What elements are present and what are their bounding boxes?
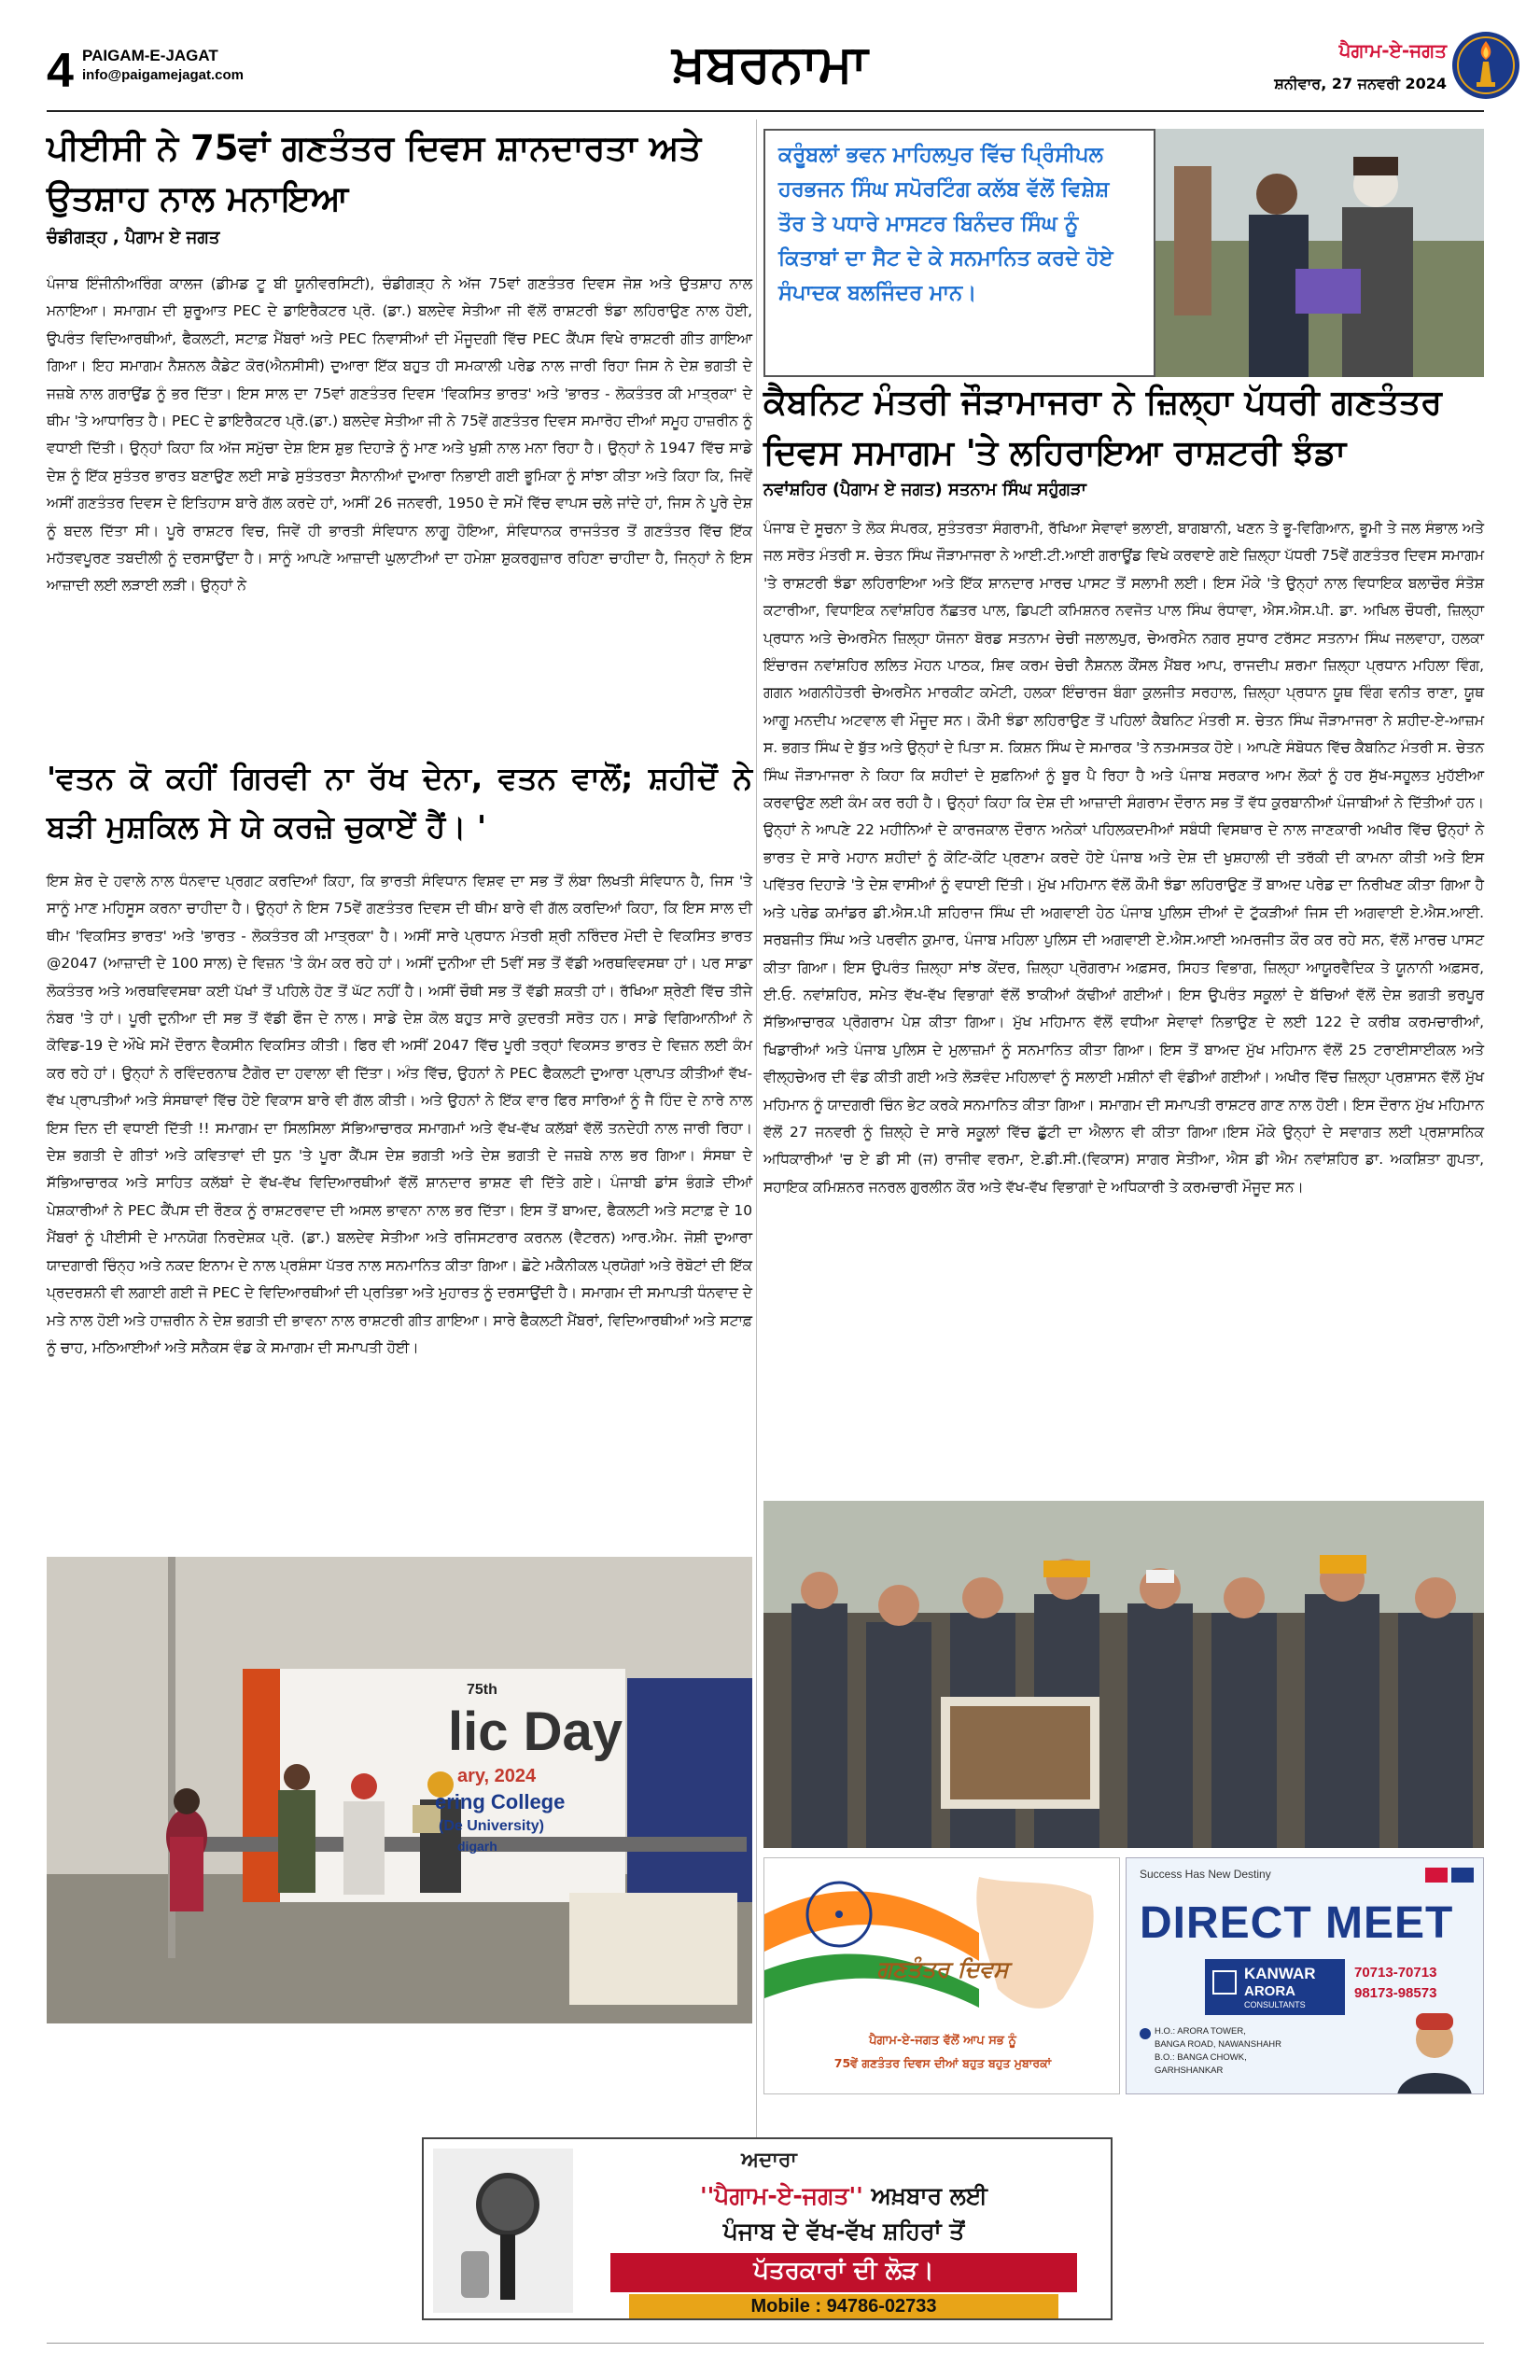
minister-event-photo [763,1501,1484,1848]
torch-logo-icon [1449,28,1523,103]
ad-line-cities: ਪੰਜਾਬ ਦੇ ਵੱਖ-ਵੱਖ ਸ਼ਹਿਰਾਂ ਤੋਂ [722,2218,965,2245]
footer-rule [47,2343,1484,2344]
kanwar-logo-icon [1212,1970,1237,1995]
ad-address-line1: H.O.: ARORA TOWER, [1155,2026,1246,2037]
brand-email[interactable]: info@paigamejagat.com [82,67,244,83]
ad-adara: ਅਦਾਰਾ [741,2149,797,2172]
article-minister-dateline: ਨਵਾਂਸ਼ਹਿਰ (ਪੈਗਾਮ ਏ ਜਗਤ) ਸਤਨਾਮ ਸਿੰਘ ਸਹੁੰਗੜਾ [763,480,1086,499]
ad-line1-rest: ਅਖ਼ਬਾਰ ਲਈ [862,2182,987,2209]
article-pec-headline: ਪੀਈਸੀ ਨੇ 75ਵਾਂ ਗਣਤੰਤਰ ਦਿਵਸ ਸ਼ਾਨਦਾਰਤਾ ਅਤੇ ਉਤਸ਼ਾਹ ਨਾਲ ਮਨਾਇਆ [47,128,702,218]
ad-tagline: Success Has New Destiny [1140,1868,1271,1881]
republic-day-ad [763,1857,1120,2094]
column-divider [756,119,757,2154]
banner-text-college: ering College [435,1790,566,1813]
paper-name: ਪੈਗਾਮ-ਏ-ਜਗਤ [1338,39,1447,62]
ad-company-sub: ARORA [1244,1983,1295,1999]
ad-mobile-number[interactable]: Mobile : 94786-02733 [629,2294,1058,2318]
felicitation-caption-box [763,129,1155,377]
pec-ceremony-photo [47,1557,752,2023]
article-minister-body: ਪੰਜਾਬ ਦੇ ਸੂਚਨਾ ਤੇ ਲੋਕ ਸੰਪਰਕ, ਸੁਤੰਤਰਤਾ ਸੰਗਰਾਮੀ, ਰੱਖਿਆ ਸੇਵਾਵਾਂ ਭਲਾਈ, ਬਾਗਬਾਨੀ, ਖਣਨ ਤੇ ਭੂ-ਵਿਗਿਆਨ, ਭੂਮੀ ਤੇ ਜਲ ਸੰਭਾਲ ਅਤੇ ਜਲ ਸਰੋਤ ਮੰਤਰੀ ਸ. ਚੇਤਨ ਸਿੰਘ ਜੌੜਾਮਾਜਰਾ ਨੇ ਆਈ.ਟੀ.ਆਈ ਗਰਾਊਂਡ ਵਿਖੇ ਕਰਵਾਏ ਗਏ ਜ਼ਿਲ੍ਹਾ ਪੱਧਰੀ 75ਵੇਂ ਗਣਤੰਤਰ ਦਿਵਸ ਸਮਾਗਮ 'ਤੇ ਰਾਸ਼ਟਰੀ ਝੰਡਾ ਲਹਿਰਾਇਆ ਅਤੇ ਇੱਕ ਸ਼ਾਨਦਾਰ ਮਾਰਚ ਪਾਸਟ ਤੋਂ ਸਲਾਮੀ ਲਈ। ਇਸ ਮੌਕੇ 'ਤੇ ਉਨ੍ਹਾਂ ਨਾਲ ਵਿਧਾਇਕ ਬਲਾਚੌਰ ਸੰਤੋਸ਼ ਕਟਾਰੀਆ, ਵਿਧਾਇਕ ਨਵਾਂਸ਼ਹਿਰ ਨੱਛਤਰ ਪਾਲ, ਡਿਪਟੀ ਕਮਿਸ਼ਨਰ ਨਵਜੋਤ ਪਾਲ ਸਿੰਘ ਰੰਧਾਵਾ, ਐਸ.ਐਸ.ਪੀ. ਡਾ. ਅਖਿਲ ਚੌਧਰੀ, ਜ਼ਿਲ੍ਹਾ ਪ੍ਰਧਾਨ ਅਤੇ ਚੇਅਰਮੈਨ ਜ਼ਿਲ੍ਹਾ ਯੋਜਨਾ ਬੋਰਡ ਸਤਨਾਮ ਚੇਚੀ ਜਲਾਲਪੁਰ, ਚੇਅਰਮੈਨ ਨਗਰ ਸੁਧਾਰ ਟਰੱਸਟ ਸਤਨਾਮ ਸਿੰਘ ਜਲਵਾਹਾ, ਹਲਕਾ ਇੰਚਾਰਜ ਨਵਾਂਸ਼ਹਿਰ ਲਲਿਤ ਮੋਹਨ ਪਾਠਕ, ਸ਼ਿਵ ਕਰਮ ਚੇਚੀ ਨੈਸ਼ਨਲ ਕੌਂਸਲ ਮੈਂਬਰ ਆਪ, ਰਾਜਦੀਪ ਸ਼ਰਮਾ ਜ਼ਿਲ੍ਹਾ ਪ੍ਰਧਾਨ ਮਹਿਲਾ ਵਿੰਗ, ਗਗਨ ਅਗਨੀਹੋਤਰੀ ਚੇਅਰਮੈਨ ਮਾਰਕੀਟ ਕਮੇਟੀ, ਹਲਕਾ ਇੰਚਾਰਜ ਬੰਗਾ ਕੁਲਜੀਤ ਸਰਹਾਲ, ਜ਼ਿਲ੍ਹਾ ਪ੍ਰਧਾਨ ਯੂਥ ਵਿੰਗ ਵਨੀਤ ਰਾਣਾ, ਯੂਥ ਆਗੂ ਮਨਦੀਪ ਅਟਵਾਲ ਵੀ ਮੌਜੂਦ ਸਨ। ਕੌਮੀ ਝੰਡਾ ਲਹਿਰਾਉਣ ਤੋਂ ਪਹਿਲਾਂ ਕੈਬਨਿਟ ਮੰਤਰੀ ਸ. ਚੇਤਨ ਸਿੰਘ ਜੌੜਾਮਾਜਰਾ ਨੇ ਸ਼ਹੀਦ-ਏ-ਆਜ਼ਮ ਸ. ਭਗਤ ਸਿੰਘ ਦੇ ਬੁੱਤ ਅਤੇ ਉਨ੍ਹਾਂ ਦੇ ਪਿਤਾ ਸ. ਕਿਸ਼ਨ ਸਿੰਘ ਦੇ ਸਮਾਰਕ 'ਤੇ ਨਤਮਸਤਕ ਹੋਏ। ਆਪਣੇ ਸੰਬੋਧਨ ਵਿੱਚ ਕੈਬਨਿਟ ਮੰਤਰੀ ਸ. ਚੇਤਨ ਸਿੰਘ ਜੌੜਾਮਾਜਰਾ ਨੇ ਕਿਹਾ ਕਿ ਸ਼ਹੀਦਾਂ ਦੇ ਸੁਫ਼ਨਿਆਂ ਨੂੰ ਬੂਰ ਪੈ ਰਿਹਾ ਹੈ ਅਤੇ ਪੰਜਾਬ ਸਰਕਾਰ ਆਮ ਲੋਕਾਂ ਨੂੰ ਹਰ ਸੁੱਖ-ਸਹੂਲਤ ਮੁਹੱਈਆ ਕਰਵਾਉਣ ਲਈ ਕੰਮ ਕਰ ਰਹੀ ਹੈ। ਉਨ੍ਹਾਂ ਕਿਹਾ ਕਿ ਦੇਸ਼ ਦੀ ਆਜ਼ਾਦੀ ਸੰਗਰਾਮ ਦੌਰਾਨ ਸਭ ਤੋਂ ਵੱਧ ਕੁਰਬਾਨੀਆਂ ਪੰਜਾਬੀਆਂ ਨੇ ਦਿੱਤੀਆਂ ਹਨ। ਉਨ੍ਹਾਂ ਨੇ ਆਪਣੇ 22 ਮਹੀਨਿਆਂ ਦੇ ਕਾਰਜਕਾਲ ਦੌਰਾਨ ਅਨੇਕਾਂ ਪਹਿਲਕਦਮੀਆਂ ਸਬੰਧੀ ਵਿਸਥਾਰ ਦੇ ਨਾਲ ਜਾਣਕਾਰੀ ਅਖੀਰ ਵਿੱਚ ਉਨ੍ਹਾਂ ਨੇ ਭਾਰਤ ਦੇ ਸਾਰੇ ਮਹਾਨ ਸ਼ਹੀਦਾਂ ਨੂੰ ਕੋਟਿ-ਕੋਟਿ ਪ੍ਰਣਾਮ ਕਰਦੇ ਹੋਏ ਪੰਜਾਬ ਅਤੇ ਦੇਸ਼ ਦੀ ਖੁਸ਼ਹਾਲੀ ਦੀ ਤਰੱਕੀ ਦੀ ਕਾਮਨਾ ਕੀਤੀ ਅਤੇ ਇਸ ਪਵਿੱਤਰ ਦਿਹਾੜੇ 'ਤੇ ਦੇਸ਼ ਵਾਸੀਆਂ ਨੂੰ ਵਧਾਈ ਦਿੱਤੀ। ਮੁੱਖ ਮਹਿਮਾਨ ਵੱਲੋਂ ਕੌਮੀ ਝੰਡਾ ਲਹਿਰਾਉਣ ਤੋਂ ਬਾਅਦ ਪਰੇਡ ਦਾ ਨਿਰੀਖਣ ਕੀਤਾ ਗਿਆ ਹੈ ਅਤੇ ਪਰੇਡ ਕਮਾਂਡਰ ਡੀ.ਐਸ.ਪੀ ਸ਼ਹਿਰਾਜ ਸਿੰਘ ਦੀ ਅਗਵਾਈ ਹੇਠ ਪੰਜਾਬ ਪੁਲਿਸ ਦੀਆਂ ਦੋ ਟੁੱਕੜੀਆਂ ਜਿਸ ਦੀ ਅਗਵਾਈ ਏ.ਐਸ.ਆਈ. ਸਰਬਜੀਤ ਸਿੰਘ ਅਤੇ ਪਰਵੀਨ ਕੁਮਾਰ, ਪੰਜਾਬ ਮਹਿਲਾ ਪੁਲਿਸ ਦੀ ਅਗਵਾਈ ਏ.ਐਸ.ਆਈ ਅਮਰਜੀਤ ਕੌਰ ਕਰ ਰਹੇ ਸਨ, ਵੱਲੋਂ ਮਾਰਚ ਪਾਸਟ ਕੀਤਾ ਗਿਆ। ਇਸ ਉਪਰੰਤ ਜ਼ਿਲ੍ਹਾ ਸਾਂਝ ਕੇਂਦਰ, ਜ਼ਿਲ੍ਹਾ ਪ੍ਰੋਗਰਾਮ ਅਫ਼ਸਰ, ਸਿਹਤ ਵਿਭਾਗ, ਜ਼ਿਲ੍ਹਾ ਆਯੂਰਵੈਦਿਕ ਤੇ ਯੂਨਾਨੀ ਅਫ਼ਸਰ, ਈ.ਓ. ਨਵਾਂਸ਼ਹਿਰ, ਸਮੇਤ ਵੱਖ-ਵੱਖ ਵਿਭਾਗਾਂ ਵੱਲੋਂ ਝਾਕੀਆਂ ਕੱਢੀਆਂ ਗਈਆਂ। ਇਸ ਉਪਰੰਤ ਸਕੂਲਾਂ ਦੇ ਬੱਚਿਆਂ ਵੱਲੋਂ ਦੇਸ਼ ਭਗਤੀ ਭਰਪੂਰ ਸੱਭਿਆਚਾਰਕ ਪ੍ਰੋਗਰਾਮ ਪੇਸ਼ ਕੀਤਾ ਗਿਆ। ਮੁੱਖ ਮਹਿਮਾਨ ਵੱਲੋਂ ਵਧੀਆ ਸੇਵਾਵਾਂ ਨਿਭਾਉਣ ਦੇ ਲਈ 122 ਦੇ ਕਰੀਬ ਕਰਮਚਾਰੀਆਂ, ਖਿਡਾਰੀਆਂ ਅਤੇ ਪੰਜਾਬ ਪੁਲਿਸ ਦੇ ਮੁਲਾਜ਼ਮਾਂ ਨੂੰ ਸਨਮਾਨਿਤ ਕੀਤਾ ਗਿਆ। ਇਸ ਤੋਂ ਬਾਅਦ ਮੁੱਖ ਮਹਿਮਾਨ ਵੱਲੋਂ 25 ਟਰਾਈਸਾਈਕਲ ਅਤੇ ਵੀਲ੍ਹਚੇਅਰ ਦੀ ਵੰਡ ਕੀਤੀ ਗਈ ਅਤੇ ਲੋੜਵੰਦ ਮਹਿਲਾਵਾਂ ਨੂੰ ਸਲਾਈ ਮਸ਼ੀਨਾਂ ਵੀ ਵੰਡੀਆਂ ਗਈਆਂ। ਅਖੀਰ ਵਿੱਚ ਜ਼ਿਲ੍ਹਾ ਪ੍ਰਸ਼ਾਸਨ ਵੱਲੋਂ ਮੁੱਖ ਮਹਿਮਾਨ ਨੂੰ ਯਾਦਗਰੀ ਚਿੰਨ ਭੇਟ ਕਰਕੇ ਸਨਮਾਨਿਤ ਕੀਤਾ ਗਿਆ। ਸਮਾਗਮ ਦੀ ਸਮਾਪਤੀ ਰਾਸ਼ਟਰ ਗਾਣ ਨਾਲ ਹੋਈ। ਇਸ ਦੌਰਾਨ ਮੁੱਖ ਮਹਿਮਾਨ ਵੱਲੋਂ 27 ਜਨਵਰੀ ਨੂੰ ਜ਼ਿਲ੍ਹੇ ਦੇ ਸਾਰੇ ਸਕੂਲਾਂ ਵਿੱਚ ਛੁੱਟੀ ਦਾ ਐਲਾਨ ਵੀ ਕੀਤਾ ਗਿਆ।ਇਸ ਮੌਕੇ ਉਨ੍ਹਾਂ ਦੇ ਸਵਾਗਤ ਲਈ ਪ੍ਰਸ਼ਾਸਨਿਕ ਅਧਿਕਾਰੀਆਂ 'ਚ ਏ ਡੀ ਸੀ (ਜ) ਰਾਜੀਵ ਵਰਮਾ, ਏ.ਡੀ.ਸੀ.(ਵਿਕਾਸ) ਸਾਗਰ ਸੇਤੀਆ, ਐਸ ਡੀ ਐਮ ਨਵਾਂਸ਼ਹਿਰ ਡਾ. ਅਕਸ਼ਿਤਾ ਗੁਪਤਾ, ਸਹਾਇਕ ਕਮਿਸ਼ਨਰ ਜਨਰਲ ਗੁਰਲੀਨ ਕੌਰ ਅਤੇ ਵੱਖ-ਵੱਖ ਵਿਭਾਗਾਂ ਦੇ ਅਧਿਕਾਰੀ ਤੇ ਕਰਮਚਾਰੀ ਮੌਜੂਦ ਸਨ। [763,520,1484,1196]
felicitation-caption-text: ਕਰੂੰਬਲਾਂ ਭਵਨ ਮਾਹਿਲਪੁਰ ਵਿੱਚ ਪ੍ਰਿੰਸੀਪਲ ਹਰਭਜਨ ਸਿੰਘ ਸਪੋਰਟਿੰਗ ਕਲੱਬ ਵੱਲੋਂ ਵਿਸ਼ੇਸ਼ ਤੌਰ ਤੇ ਪਧਾਰੇ ਮਾਸਟਰ ਬਿਨੰਦਰ ਸਿੰਘ ਨੂੰ ਕਿਤਾਬਾਂ ਦਾ ਸੈਟ ਦੇ ਕੇ ਸਨਮਾਨਿਤ ਕਰਦੇ ਹੋਏ ਸੰਪਾਦਕ ਬਲਜਿੰਦਰ ਮਾਨ। [778,143,1113,305]
uk-flag-icon [1451,1868,1474,1883]
banner-text-day: lic Day [448,1701,623,1762]
direct-meet-ad [1126,1857,1484,2094]
page-number: 4 [47,44,74,98]
canada-flag-icon [1425,1868,1448,1883]
ad-company-name: KANWAR [1244,1965,1316,1982]
banner-text-date: ary, 2024 [457,1766,537,1786]
location-pin-icon [1140,2028,1151,2039]
banner-text-university: (De University) [439,1818,544,1834]
ad-phone-1[interactable]: 70713-70713 [1354,1965,1437,1981]
article-pec-para2: ਇਸ ਸ਼ੇਰ ਦੇ ਹਵਾਲੇ ਨਾਲ ਧੰਨਵਾਦ ਪ੍ਰਗਟ ਕਰਦਿਆਂ ਕਿਹਾ, ਕਿ ਭਾਰਤੀ ਸੰਵਿਧਾਨ ਵਿਸ਼ਵ ਦਾ ਸਭ ਤੋਂ ਲੰਬਾ ਲਿਖਤੀ ਸੰਵਿਧਾਨ ਹੈ, ਜਿਸ 'ਤੇ ਸਾਨੂੰ ਮਾਣ ਮਹਿਸੂਸ ਕਰਨਾ ਚਾਹੀਦਾ ਹੈ। ਉਨ੍ਹਾਂ ਨੇ ਇਸ 75ਵੇਂ ਗਣਤੰਤਰ ਦਿਵਸ ਦੀ ਥੀਮ ਬਾਰੇ ਵੀ ਗੱਲ ਕਰਦਿਆਂ ਕਿਹਾ, ਕਿ ਇਸ ਸਾਲ ਦੀ ਥੀਮ 'ਵਿਕਸਿਤ ਭਾਰਤ' ਅਤੇ 'ਭਾਰਤ - ਲੋਕਤੰਤਰ ਕੀ ਮਾਤ੍ਰਕਾ' ਹੈ। ਅਸੀਂ ਸਾਰੇ ਪ੍ਰਧਾਨ ਮੰਤਰੀ ਸ਼੍ਰੀ ਨਰਿੰਦਰ ਮੋਦੀ ਦੇ ਵਿਕਸਿਤ ਭਾਰਤ @2047 (ਆਜ਼ਾਦੀ ਦੇ 100 ਸਾਲ) ਦੇ ਵਿਜ਼ਨ 'ਤੇ ਕੰਮ ਕਰ ਰਹੇ ਹਾਂ। ਅਸੀਂ ਦੁਨੀਆ ਦੀ 5ਵੀਂ ਸਭ ਤੋਂ ਵੱਡੀ ਅਰਥਵਿਵਸਥਾ ਹਾਂ। ਪਰ ਸਾਡਾ ਲੋਕਤੰਤਰ ਅਤੇ ਅਰਥਵਿਵਸਥਾ ਕਈ ਪੱਖਾਂ ਤੋਂ ਪਹਿਲੇ ਹੋਣ ਤੋਂ ਘੱਟ ਨਹੀਂ ਹੈ। ਅਸੀਂ ਚੌਥੀ ਸਭ ਤੋਂ ਵੱਡੀ ਸ਼ਕਤੀ ਹਾਂ। ਰੱਖਿਆ ਸ਼੍ਰੇਣੀ ਵਿੱਚ ਤੀਜੇ ਨੰਬਰ 'ਤੇ ਹਾਂ। ਪੂਰੀ ਦੁਨੀਆ ਦੀ ਸਭ ਤੋਂ ਵੱਡੀ ਫੌਜ ਦੇ ਨਾਲ। ਸਾਡੇ ਦੇਸ਼ ਕੋਲ ਬਹੁਤ ਸਾਰੇ ਕੁਦਰਤੀ ਸਰੋਤ ਹਨ। ਸਾਡੇ ਵਿਗਿਆਨੀਆਂ ਨੇ ਕੋਵਿਡ-19 ਦੇ ਔਖੇ ਸਮੇਂ ਦੌਰਾਨ ਵੈਕਸੀਨ ਵਿਕਸਿਤ ਕੀਤੀ। ਫਿਰ ਵੀ ਅਸੀਂ 2047 ਵਿੱਚ ਪੂਰੀ ਤਰ੍ਹਾਂ ਵਿਕਸਤ ਭਾਰਤ ਦੇ ਵਿਜ਼ਨ ਲਈ ਕੰਮ ਕਰ ਰਹੇ ਹਾਂ। ਉਨ੍ਹਾਂ ਨੇ ਰਵਿੰਦਰਨਾਥ ਟੈਗੋਰ ਦਾ ਹਵਾਲਾ ਵੀ ਦਿੱਤਾ। ਅੰਤ ਵਿੱਚ, ਉਹਨਾਂ ਨੇ PEC ਫੈਕਲਟੀ ਦੁਆਰਾ ਪ੍ਰਾਪਤ ਕੀਤੀਆਂ ਵੱਖ-ਵੱਖ ਪ੍ਰਾਪਤੀਆਂ ਅਤੇ ਸੰਸਥਾਵਾਂ ਵਿੱਚ ਹੋਏ ਵਿਕਾਸ ਬਾਰੇ ਵੀ ਗੱਲ ਕੀਤੀ। ਅਤੇ ਉਹਨਾਂ ਨੇ ਇੱਕ ਵਾਰ ਫਿਰ ਸਾਰਿਆਂ ਨੂੰ ਜੈ ਹਿੰਦ ਦੇ ਨਾਰੇ ਨਾਲ ਇਸ ਦਿਨ ਦੀ ਵਧਾਈ ਦਿੱਤੀ !! ਸਮਾਗਮ ਦਾ ਸਿਲਸਿਲਾ ਸੱਭਿਆਚਾਰਕ ਸਮਾਗਮਾਂ ਅਤੇ ਵੱਖ-ਵੱਖ ਕਲੱਬਾਂ ਵੱਲੋਂ ਤਨਦੇਹੀ ਨਾਲ ਜਾਰੀ ਰਿਹਾ। ਦੇਸ਼ ਭਗਤੀ ਦੇ ਗੀਤਾਂ ਅਤੇ ਕਵਿਤਾਵਾਂ ਦੀ ਧੁਨ 'ਤੇ ਪੂਰਾ ਕੈਂਪਸ ਦੇਸ਼ ਭਗਤੀ ਅਤੇ ਦੇਸ਼ ਭਗਤੀ ਦੇ ਜਜ਼ਬੇ ਨਾਲ ਭਰ ਗਿਆ। ਸੰਸਥਾ ਦੇ ਸੱਭਿਆਚਾਰਕ ਅਤੇ ਸਾਹਿਤ ਕਲੱਬਾਂ ਦੇ ਵੱਖ-ਵੱਖ ਵਿਦਿਆਰਥੀਆਂ ਵੱਲੋਂ ਸ਼ਾਨਦਾਰ ਭਾਸ਼ਣ ਵੀ ਦਿੱਤੇ ਗਏ। ਪੰਜਾਬੀ ਡਾਂਸ ਭੰਗੜੇ ਦੀਆਂ ਪੇਸ਼ਕਾਰੀਆਂ ਨੇ PEC ਕੈਂਪਸ ਦੀ ਰੌਣਕ ਨੂੰ ਰਾਸ਼ਟਰਵਾਦ ਦੀ ਅਸਲ ਭਾਵਨਾ ਨਾਲ ਭਰ ਦਿੱਤਾ। ਇਸ ਤੋਂ ਬਾਅਦ, ਫੈਕਲਟੀ ਅਤੇ ਸਟਾਫ਼ ਦੇ 10 ਮੈਂਬਰਾਂ ਨੂੰ ਪੀਈਸੀ ਦੇ ਮਾਨਯੋਗ ਨਿਰਦੇਸ਼ਕ ਪ੍ਰੋ. (ਡਾ.) ਬਲਦੇਵ ਸੇਤੀਆ ਅਤੇ ਰਜਿਸਟਰਾਰ ਕਰਨਲ (ਵੈਟਰਨ) ਆਰ.ਐਮ. ਜੋਸ਼ੀ ਦੁਆਰਾ ਯਾਦਗਾਰੀ ਚਿੰਨ੍ਹ ਅਤੇ ਨਕਦ ਇਨਾਮ ਦੇ ਨਾਲ ਪ੍ਰਸ਼ੰਸਾ ਪੱਤਰ ਨਾਲ ਸਨਮਾਨਿਤ ਕੀਤਾ ਗਿਆ। ਛੋਟੇ ਮਕੈਨੀਕਲ ਪ੍ਰਯੋਗਾਂ ਅਤੇ ਰੋਬੋਟਾਂ ਦੀ ਇੱਕ ਪ੍ਰਦਰਸ਼ਨੀ ਵੀ ਲਗਾਈ ਗਈ ਜੋ PEC ਦੇ ਵਿਦਿਆਰਥੀਆਂ ਦੀ ਪ੍ਰਤਿਭਾ ਅਤੇ ਮੁਹਾਰਤ ਨੂੰ ਦਰਸਾਉਂਦੀ ਹੈ। ਸਮਾਗਮ ਦੀ ਸਮਾਪਤੀ ਧੰਨਵਾਦ ਦੇ ਮਤੇ ਨਾਲ ਹੋਈ ਅਤੇ ਹਾਜ਼ਰੀਨ ਨੇ ਦੇਸ਼ ਭਗਤੀ ਦੀ ਭਾਵਨਾ ਨਾਲ ਰਾਸ਼ਟਰੀ ਗੀਤ ਗਾਇਆ। ਸਾਰੇ ਫੈਕਲਟੀ ਮੈਂਬਰਾਂ, ਵਿਦਿਆਰਥੀਆਂ ਅਤੇ ਸਟਾਫ਼ ਨੂੰ ਚਾਹ, ਮਠਿਆਈਆਂ ਅਤੇ ਸਨੈਕਸ ਵੰਡ ਕੇ ਸਮਾਗਮ ਦੀ ਸਮਾਪਤੀ ਹੋਈ। [47,873,752,1356]
brand-name: PAIGAM-E-JAGAT [82,47,218,64]
ad-title: DIRECT MEET [1140,1898,1454,1948]
ad-reporters-needed: ਪੱਤਰਕਾਰਾਂ ਦੀ ਲੋੜ। [753,2257,934,2285]
ad-address-line2: BANGA ROAD, NAWANSHAHR [1155,2039,1282,2050]
issue-date: ਸ਼ਨੀਵਾਰ, 27 ਜਨਵਰੀ 2024 [1274,75,1447,92]
ad-paper-name: ''ਪੈਗਾਮ-ਏ-ਜਗਤ'' [699,2182,863,2209]
ad-phone-2[interactable]: 98173-98573 [1354,1985,1437,2001]
article-minister-headline: ਕੈਬਨਿਟ ਮੰਤਰੀ ਜੌੜਾਮਾਜਰਾ ਨੇ ਜ਼ਿਲ੍ਹਾ ਪੱਧਰੀ ਗਣਤੰਤਰ ਦਿਵਸ ਸਮਾਗਮ 'ਤੇ ਲਹਿਰਾਇਆ ਰਾਸ਼ਟਰੀ ਝੰਡਾ [763,382,1442,472]
republic-day-greeting-line2: 75ਵੇਂ ਗਣਤੰਤਰ ਦਿਵਸ ਦੀਆਂ ਬਹੁਤ ਬਹੁਤ ਮੁਬਾਰਕਾਂ [833,2056,1052,2070]
section-title: ਖ਼ਬਰਨਾਮਾ [672,34,868,94]
banner-text-city: digarh [457,1839,497,1854]
republic-day-greeting-line1: ਪੈਗਾਮ-ਏ-ਜਗਤ ਵੱਲੋਂ ਆਪ ਸਭ ਨੂੰ [869,2034,1016,2048]
felicitation-photo [1155,129,1484,377]
article-pec-dateline: ਚੰਡੀਗੜ੍ਹ , ਪੈਗਾਮ ਏ ਜਗਤ [47,228,220,247]
article-pec-quote: 'ਵਤਨ ਕੋ ਕਹੀਂ ਗਿਰਵੀ ਨਾ ਰੱਖ ਦੇਨਾ, ਵਤਨ ਵਾਲੋਂ; ਸ਼ਹੀਦੋਂ ਨੇ ਬੜੀ ਮੁਸ਼ਕਿਲ ਸੇ ਯੇ ਕਰਜ਼ੇ ਚੁਕਾਏਂ ਹੈਂ। ' [47,760,752,845]
masthead-divider [47,110,1484,112]
ad-company-sub2: CONSULTANTS [1244,2000,1306,2009]
banner-text-75th: 75th [467,1682,497,1698]
reporters-wanted-ad [422,2137,1113,2320]
ad-address-line3: B.O.: BANGA CHOWK, [1155,2052,1247,2063]
ad-line-newspaper [582,2182,1105,2210]
republic-day-script-title: ਗਣਤੰਤਰ ਦਿਵਸ [876,1955,1009,1982]
ad-address-line4: GARHSHANKAR [1155,2065,1224,2076]
article-pec-para1: ਪੰਜਾਬ ਇੰਜੀਨੀਅਰਿੰਗ ਕਾਲਜ (ਡੀਮਡ ਟੂ ਬੀ ਯੂਨੀਵਰਸਿਟੀ), ਚੰਡੀਗੜ੍ਹ ਨੇ ਅੱਜ 75ਵਾਂ ਗਣਤੰਤਰ ਦਿਵਸ ਜੋਸ਼ ਅਤੇ ਉਤਸ਼ਾਹ ਨਾਲ ਮਨਾਇਆ। ਸਮਾਗਮ ਦੀ ਸ਼ੁਰੂਆਤ PEC ਦੇ ਡਾਇਰੈਕਟਰ ਪ੍ਰੋ. (ਡਾ.) ਬਲਦੇਵ ਸੇਤੀਆ ਜੀ ਵੱਲੋਂ ਰਾਸ਼ਟਰੀ ਝੰਡਾ ਲਹਿਰਾਉਣ ਨਾਲ ਹੋਈ, ਉਪਰੰਤ ਵਿਦਿਆਰਥੀਆਂ, ਫੈਕਲਟੀ, ਸਟਾਫ਼ ਮੈਂਬਰਾਂ ਅਤੇ PEC ਨਿਵਾਸੀਆਂ ਦੀ ਮੌਜੂਦਗੀ ਵਿੱਚ PEC ਕੈਂਪਸ ਵਿਖੇ ਰਾਸ਼ਟਰੀ ਗੀਤ ਗਾਇਆ ਗਿਆ। ਇਹ ਸਮਾਗਮ ਨੈਸ਼ਨਲ ਕੈਡੇਟ ਕੋਰ(ਐਨਸੀਸੀ) ਦੁਆਰਾ ਇੱਕ ਬਹੁਤ ਹੀ ਸਮਕਾਲੀ ਪਰੇਡ ਨਾਲ ਜਾਰੀ ਰਿਹਾ ਜਿਸ ਨੇ ਦੇਸ਼ ਭਗਤੀ ਦੇ ਜਜ਼ਬੇ ਨਾਲ ਗਰਾਉਂਡ ਨੂੰ ਭਰ ਦਿੱਤਾ। ਇਸ ਸਾਲ ਦਾ 75ਵਾਂ ਗਣਤੰਤਰ ਦਿਵਸ 'ਵਿਕਸਿਤ ਭਾਰਤ' ਅਤੇ 'ਭਾਰਤ - ਲੋਕਤੰਤਰ ਕੀ ਮਾਤ੍ਰਕਾ' ਦੇ ਥੀਮ 'ਤੇ ਆਧਾਰਿਤ ਹੈ। PEC ਦੇ ਡਾਇਰੈਕਟਰ ਪ੍ਰੋ.(ਡਾ.) ਬਲਦੇਵ ਸੇਤੀਆ ਜੀ ਨੇ 75ਵੇਂ ਗਣਤੰਤਰ ਦਿਵਸ ਸਮਾਰੋਹ ਦੀਆਂ ਸਮੂਹ ਹਾਜ਼ਰੀਨ ਨੂੰ ਵਧਾਈ ਦਿੱਤੀ। ਉਨ੍ਹਾਂ ਕਿਹਾ ਕਿ ਅੱਜ ਸਮੁੱਚਾ ਦੇਸ਼ ਇਸ ਸ਼ੁਭ ਦਿਹਾੜੇ ਨੂੰ ਮਾਣ ਅਤੇ ਖੁਸ਼ੀ ਨਾਲ ਮਨਾ ਰਿਹਾ ਹੈ। ਉਨ੍ਹਾਂ ਨੇ 1947 ਵਿੱਚ ਸਾਡੇ ਦੇਸ਼ ਨੂੰ ਇੱਕ ਸੁਤੰਤਰ ਭਾਰਤ ਬਣਾਉਣ ਲਈ ਸਾਡੇ ਸੁਤੰਤਰਤਾ ਸੈਨਾਨੀਆਂ ਦੁਆਰਾ ਨਿਭਾਈ ਗਈ ਭੂਮਿਕਾ ਨੂੰ ਸਾਂਝਾ ਕੀਤਾ ਅਤੇ ਕਿਹਾ ਕਿ, ਜਿਵੇਂ ਅਸੀਂ ਗਣਤੰਤਰ ਦਿਵਸ ਦੇ ਇਤਿਹਾਸ ਬਾਰੇ ਗੱਲ ਕਰਦੇ ਹਾਂ, ਅਸੀਂ 26 ਜਨਵਰੀ, 1950 ਦੇ ਸਮੇਂ ਵਿੱਚ ਵਾਪਸ ਚਲੇ ਜਾਂਦੇ ਹਾਂ, ਜਿਸ ਨੇ ਪੂਰੇ ਦੇਸ਼ ਨੂੰ ਬਦਲ ਦਿੱਤਾ ਸੀ। ਪੂਰੇ ਰਾਸ਼ਟਰ ਵਿਚ, ਜਿਵੇਂ ਹੀ ਭਾਰਤੀ ਸੰਵਿਧਾਨ ਲਾਗੂ ਹੋਇਆ, ਸੰਵਿਧਾਨਕ ਰਾਜਤੰਤਰ ਤੋਂ ਗਣਤੰਤਰ ਵਿੱਚ ਇੱਕ ਮਹੱਤਵਪੂਰਣ ਤਬਦੀਲੀ ਨੂੰ ਦਰਸਾਉਂਦਾ ਹੈ। ਸਾਨੂੰ ਆਪਣੇ ਆਜ਼ਾਦੀ ਘੁਲਾਟੀਆਂ ਦਾ ਹਮੇਸ਼ਾ ਸ਼ੁਕਰਗੁਜ਼ਾਰ ਰਹਿਣਾ ਚਾਹੀਦਾ ਹੈ, ਜਿਨ੍ਹਾਂ ਨੇ ਇਸ ਆਜ਼ਾਦੀ ਲਈ ਲੜਾਈ ਲੜੀ। ਉਨ੍ਹਾਂ ਨੇ [47,275,752,595]
consultant-portrait [1388,2008,1481,2094]
microphone-icon [433,2149,573,2313]
